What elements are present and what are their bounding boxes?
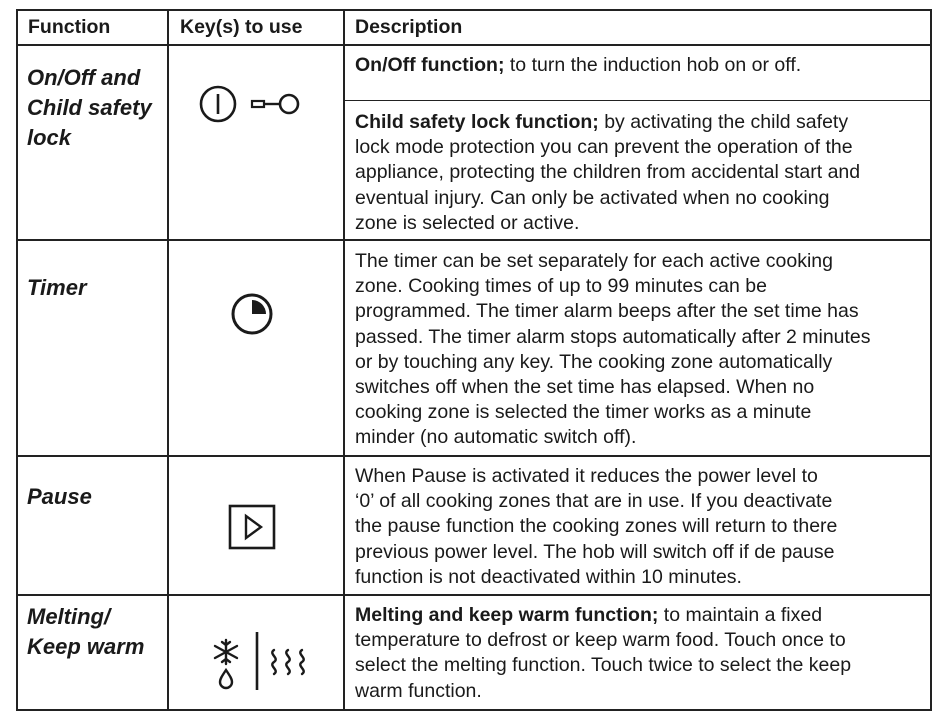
description-line: select the melting function. Touch twice to select the keep: [355, 654, 852, 677]
description-text: to turn the induction hob on or off.: [509, 54, 802, 76]
table-border-top: [16, 9, 932, 11]
description-text: to maintain a fixed: [663, 604, 823, 626]
description-line: zone is selected or active.: [355, 211, 580, 234]
function-line: Keep warm: [27, 634, 145, 659]
table-border-bottom: [16, 709, 932, 711]
description-line: [355, 53, 801, 78]
description-line: programmed. The timer alarm beeps after the set time has: [355, 300, 859, 323]
power-icon[interactable]: [198, 84, 238, 124]
description-bold: On/Off function;: [355, 54, 505, 76]
description-line: passed. The timer alarm stops automatically after 2 minutes: [355, 325, 871, 348]
description-line: function is not deactivated within 10 minutes.: [355, 565, 742, 588]
description-line: The timer can be set separately for each active cooking: [355, 250, 833, 272]
header-divider: [16, 44, 932, 46]
description-childlock: [355, 110, 860, 236]
description-onoff: [355, 53, 801, 78]
description-pause: [355, 464, 837, 590]
function-pause: [27, 482, 92, 512]
function-melting-keepwarm: [27, 602, 144, 662]
description-line: warm function.: [355, 679, 482, 702]
function-line: Timer: [27, 275, 87, 300]
function-onoff-childlock: [27, 63, 152, 153]
description-text: by activating the child safety: [604, 111, 849, 133]
description-bold: Melting and keep warm function;: [355, 604, 659, 626]
function-line: On/Off and: [27, 65, 141, 90]
function-line: lock: [27, 125, 72, 150]
description-line: appliance, protecting the children from accidental start and: [355, 161, 861, 184]
snowflake-drop-icon[interactable]: [208, 636, 244, 690]
description-line: minder (no automatic switch off).: [355, 426, 637, 449]
pause-play-icon[interactable]: [228, 504, 276, 550]
description-line: the pause function the cooking zones will return to there: [355, 515, 838, 538]
timer-icon[interactable]: [230, 292, 274, 336]
description-line: When Pause is activated it reduces the power level to: [355, 465, 818, 487]
description-line: previous power level. The hob will switch off if de pause: [355, 540, 835, 563]
column-divider-1: [167, 9, 169, 711]
heat-waves-icon[interactable]: [252, 630, 312, 692]
header-keys: Key(s) to use: [180, 16, 303, 38]
row-divider-1: [16, 239, 932, 241]
row-divider-3: [16, 594, 932, 596]
description-line: lock mode protection you can prevent the operation of the: [355, 136, 853, 159]
description-line: [355, 603, 851, 628]
description-line: zone. Cooking times of up to 99 minutes can be: [355, 275, 767, 298]
description-line: ‘0’ of all cooking zones that are in use. If you deactivate: [355, 490, 833, 513]
header-function: Function: [28, 16, 111, 38]
description-melting: [355, 603, 851, 704]
description-line: or by touching any key. The cooking zone automatically: [355, 350, 833, 373]
header-description: Description: [355, 16, 463, 38]
function-timer: [27, 273, 87, 303]
row-divider-2: [16, 455, 932, 457]
description-line: switches off when the set time has elapsed. When no: [355, 376, 815, 399]
description-line: [355, 110, 860, 135]
description-bold: Child safety lock function;: [355, 111, 599, 133]
function-line: Pause: [27, 484, 92, 509]
description-line: eventual injury. Can only be activated when no cooking: [355, 186, 830, 209]
table-border-right: [930, 9, 932, 711]
key-lock-icon[interactable]: [250, 92, 302, 116]
table-border-left: [16, 9, 18, 711]
description-line: cooking zone is selected the timer works as a minute: [355, 401, 812, 424]
function-line: Child safety: [27, 95, 152, 120]
column-divider-2: [343, 9, 345, 711]
row-divider-sub: [343, 100, 932, 101]
description-line: temperature to defrost or keep warm food. Touch once to: [355, 629, 846, 652]
description-timer: [355, 249, 871, 451]
function-line: Melting/: [27, 604, 111, 629]
